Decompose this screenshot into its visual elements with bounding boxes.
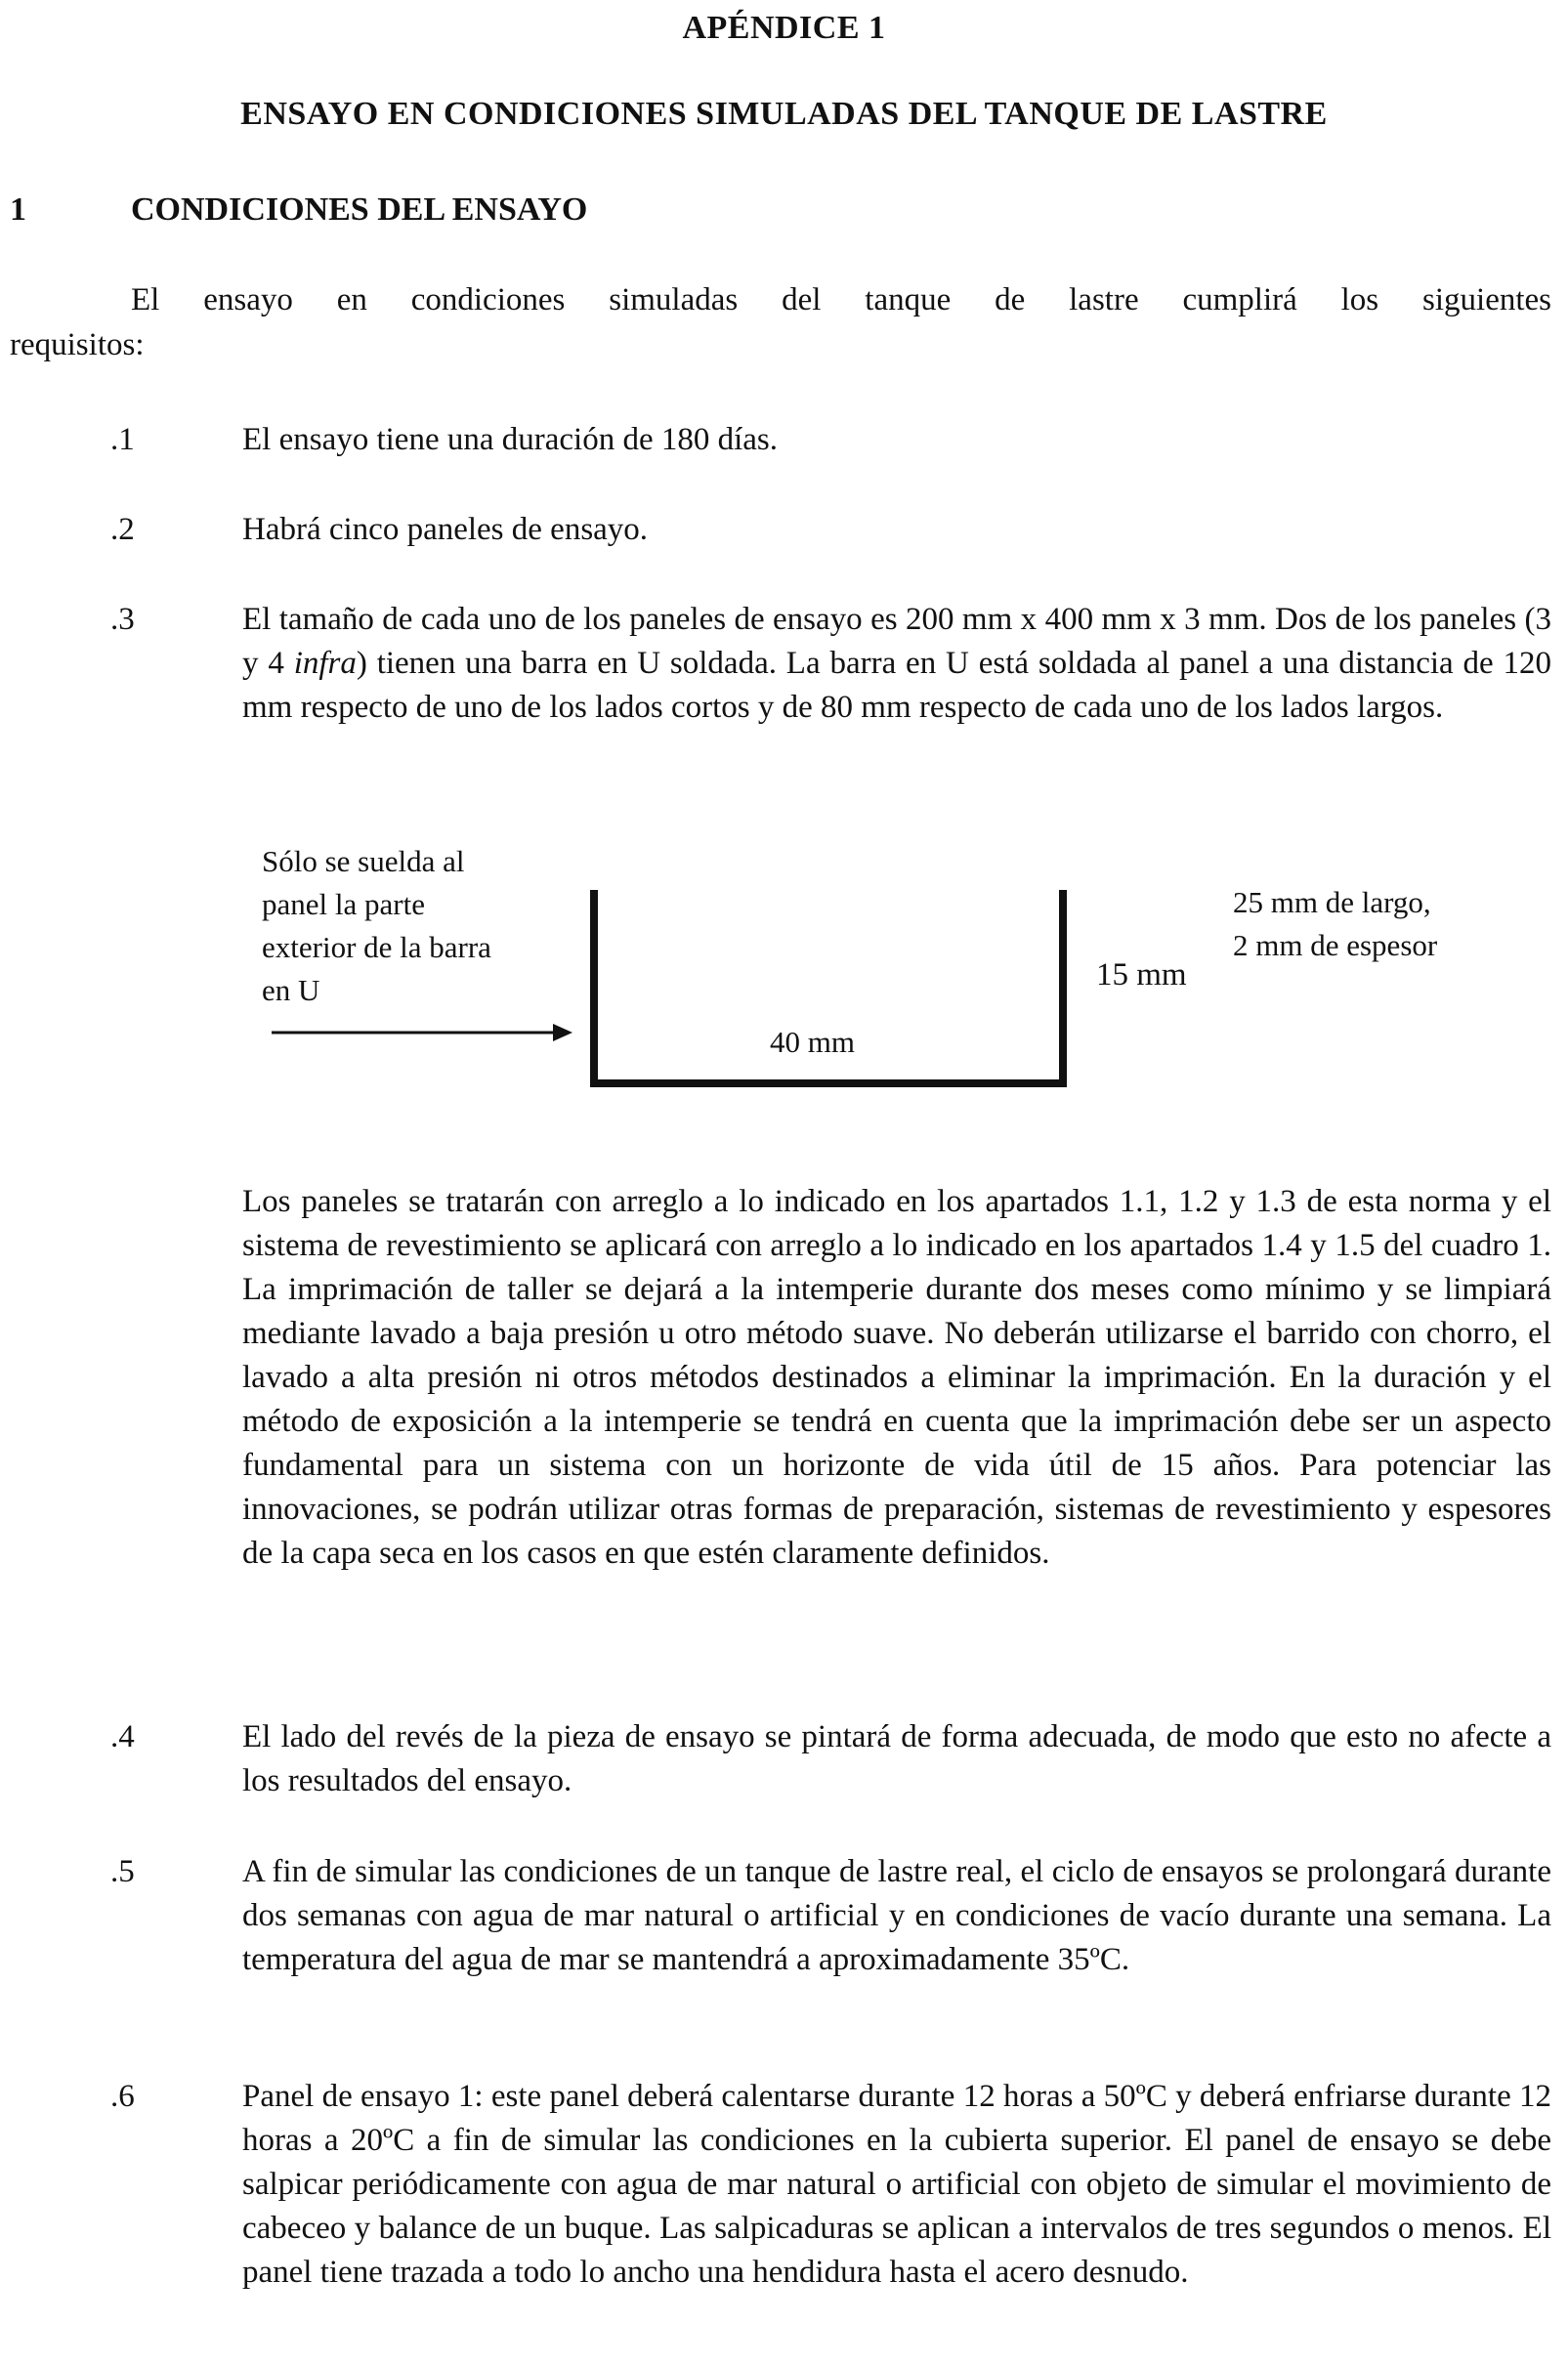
figure-note-line: Sólo se suelda al (262, 844, 465, 878)
u-bar-diagram (254, 874, 1094, 1109)
figure-note-line: 2 mm de espesor (1233, 928, 1438, 962)
figure-note-line: exterior de la barra (262, 930, 491, 964)
section-number: 1 (10, 191, 26, 228)
item-text: Habrá cinco paneles de ensayo. (242, 512, 649, 547)
item-number: .2 (110, 512, 135, 547)
figure-note-line: panel la parte (262, 887, 425, 921)
item-number: .1 (110, 422, 135, 457)
width-dimension-label: 40 mm (770, 1025, 855, 1059)
intro-line-1: El ensayo en condiciones simuladas del tanque de lastre cumplirá los siguientes (131, 282, 1551, 317)
item-text: El tamaño de cada uno de los paneles de ensayo es 200 mm x 400 mm x 3 mm. Dos de los paneles (3 y 4 infra) tienen una barra en U soldada. La barra en U está soldada al panel a una distancia de 120 mm respecto de uno de los lados cortos y de 80 mm respecto de cada uno de los lados largos. (242, 602, 1552, 725)
preparation-paragraph: Los paneles se tratarán con arreglo a lo indicado en los apartados 1.1, 1.2 y 1.3 de esta norma y el sistema de revestimiento se aplicará con arreglo a lo indicado en los apartados 1.4 y 1.5 del cuadro 1. La imprimación de taller se dejará a la intemperie durante dos meses como mínimo y se limpiará mediante lavado a baja presión u otro método suave. No deberán utilizarse el barrido con chorro, el lavado a alta presión ni otros métodos destinados a eliminar la imprimación. En la duración y el método de exposición a la intemperie se tendrá en cuenta que la imprimación debe ser un aspecto fundamental para un sistema con un horizonte de vida útil de 15 años. Para potenciar las innovaciones, se podrán utilizar otras formas de preparación, sistemas de revestimiento y espesores de la capa seca en los casos en que estén claramente definidos. (242, 1184, 1551, 1571)
item-number: .6 (110, 2079, 135, 2114)
section-title: CONDICIONES DEL ENSAYO (131, 191, 588, 228)
figure-note-line: 25 mm de largo, (1233, 885, 1431, 919)
figure-right-note (1233, 881, 1437, 967)
document-title: ENSAYO EN CONDICIONES SIMULADAS DEL TANQUE DE LASTRE (240, 96, 1328, 132)
italic-term: infra (293, 646, 357, 681)
arrow-head (553, 1024, 572, 1041)
height-dimension-label: 15 mm (1096, 957, 1187, 992)
item-number: .4 (110, 1719, 135, 1754)
item-text: Panel de ensayo 1: este panel deberá calentarse durante 12 horas a 50ºC y deberá enfriarse durante 12 horas a 20ºC a fin de simular las condiciones en la cubierta superior. El panel de ensayo se debe salpicar periódicamente con agua de mar natural o artificial con objeto de simular el movimiento de cabeceo y balance de un buque. Las salpicaduras se aplican a intervalos de tres segundos o menos. El panel tiene trazada a todo lo ancho una hendidura hasta el acero desnudo. (242, 2079, 1551, 2290)
appendix-title: APÉNDICE 1 (682, 10, 886, 46)
item-text: A fin de simular las condiciones de un tanque de lastre real, el ciclo de ensayos se prolongará durante dos semanas con agua de mar natural o artificial y en condiciones de vacío durante una semana. La temperatura del agua de mar se mantendrá a aproximadamente 35ºC. (242, 1854, 1551, 1977)
figure-note-line: en U (262, 973, 320, 1007)
item-number: .5 (110, 1854, 135, 1889)
item-number: .3 (110, 602, 135, 637)
intro-line-2: requisitos: (10, 327, 145, 362)
item-text: El lado del revés de la pieza de ensayo se pintará de forma adecuada, de modo que esto no afecte a los resultados del ensayo. (242, 1719, 1551, 1798)
item-text: El ensayo tiene una duración de 180 días. (242, 422, 778, 457)
